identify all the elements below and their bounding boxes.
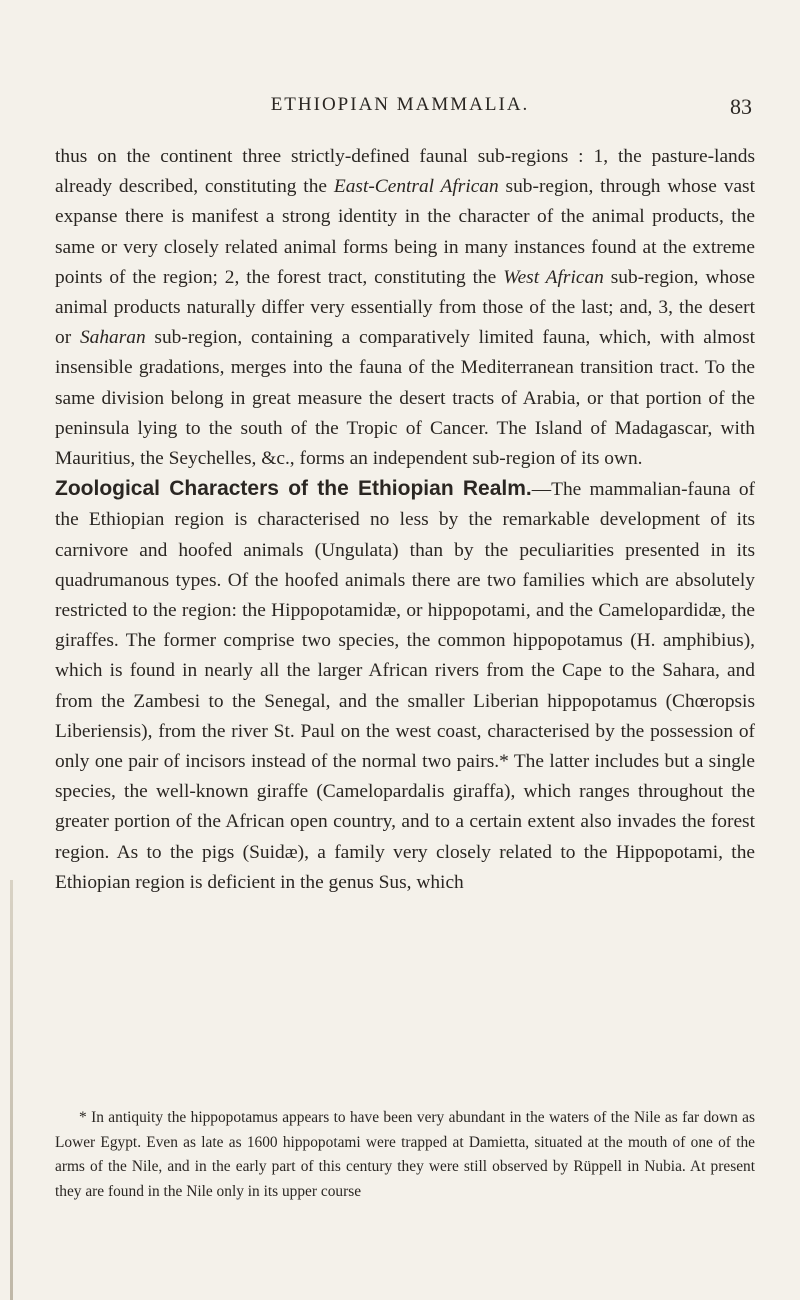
italic-term-saharan: Saharan <box>79 327 146 349</box>
footnote <box>55 1106 755 1204</box>
italic-term-east-central: East-Central African <box>333 176 499 198</box>
text-run: thus on the continent three strictly-defined faunal sub-regions : 1, the pasture-lands already described, constituting the <box>55 146 755 198</box>
paragraph-subregions <box>55 142 755 474</box>
page-number: 83 <box>730 94 752 119</box>
running-title: ETHIOPIAN MAMMALIA. <box>270 94 530 115</box>
footnote-text: * In antiquity the hippopotamus appears to have been very abundant in the waters of the Nile as far down as Lower Egypt. Even as late as 1600 hippopotami were trapped at Damietta, situated at the mouth of one of the arms of the Nile, and in the early part of this century they were still observed by Rüppell in Nubia. At present they are found in the Nile only in its upper course <box>55 1109 755 1200</box>
page-edge-shadow <box>10 880 13 1300</box>
text-run: sub-region, through whose vast expanse there is manifest a strong identity in the character of the animal products, the same or very closely related animal forms being in many instances found at the extreme points of the region; 2, the forest tract, constituting the <box>55 176 755 288</box>
body-text <box>55 142 755 898</box>
italic-term-west-african: West African <box>503 266 604 288</box>
running-head <box>0 94 800 124</box>
section-heading: Zoological Characters of the Ethiopian Realm. <box>55 477 532 501</box>
text-run: sub-region, whose animal products naturally differ very essentially from those of the last; and, 3, the desert or <box>55 266 755 349</box>
text-run: sub-region, containing a comparatively limited fauna, which, with almost insensible gradations, merges into the fauna of the Mediterranean transition tract. To the same division belong in great measure the desert tracts of Arabia, or that portion of the peninsula lying to the south of the Tropic of Cancer. The Island of Madagascar, with Mauritius, the Seychelles, &c., forms an independent sub-region of its own. <box>55 327 755 470</box>
text-run: —The mammalian-fauna of the Ethiopian region is characterised no less by the remarkable development of its carnivore and hoofed animals (Ungulata) than by the peculiarities presented in its quadrumanous types. Of the hoofed animals there are two families which are absolutely restricted to the region: the Hippopotamidæ, or hippopotami, and the Camelopardidæ, the giraffes. The former comprise two species, the common hippopotamus (H. amphibius), which is found in nearly all the larger African rivers from the Cape to the Sahara, and from the Zambesi to the Senegal, and the smaller Liberian hippopotamus (Chœropsis Liberiensis), from the river St. Paul on the west coast, characterised by the possession of only one pair of incisors instead of the normal two pairs.* The latter includes but a single species, the well-known giraffe (Camelopardalis giraffa), which ranges throughout the greater portion of the African open country, and to a certain extent also invades the forest region. As to the pigs (Suidæ), a family very closely related to the Hippopotami, the Ethiopian region is deficient in the genus Sus, which <box>55 479 755 893</box>
paragraph-zoological-characters <box>55 474 755 898</box>
